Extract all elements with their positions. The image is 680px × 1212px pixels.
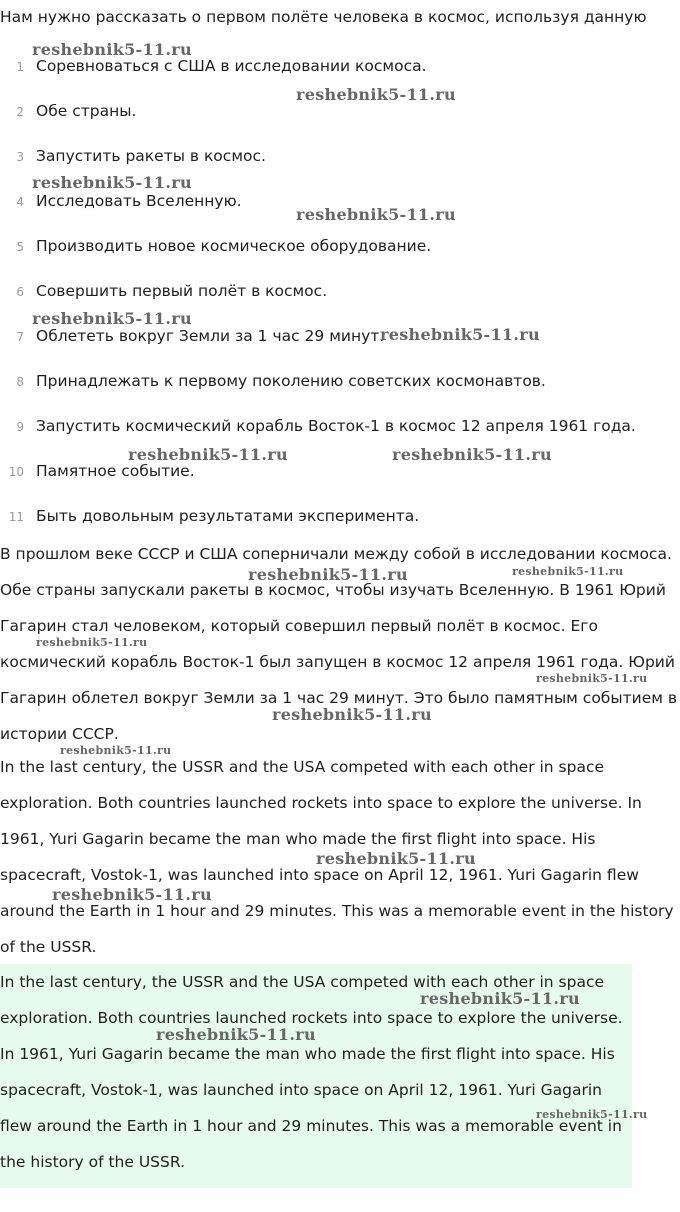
- item-number: 6: [16, 285, 24, 299]
- item-text: Быть довольным результатами эксперимента.: [36, 507, 420, 525]
- list-item: [0, 417, 680, 462]
- intro-text: Нам нужно рассказать о первом полёте человека в космос, используя данную: [0, 8, 647, 26]
- item-text: Облететь вокруг Земли за 1 час 29 минут.: [36, 327, 385, 345]
- item-number: 4: [16, 195, 24, 209]
- item-text: Производить новое космическое оборудование.: [36, 237, 432, 255]
- item-number: 3: [16, 150, 24, 164]
- item-text: Принадлежать к первому поколению советских космонавтов.: [36, 372, 546, 390]
- watermark: reshebnik5-11.ru: [32, 309, 192, 328]
- watermark: reshebnik5-11.ru: [60, 744, 172, 757]
- item-number: 11: [8, 510, 24, 524]
- watermark: reshebnik5-11.ru: [536, 672, 648, 685]
- list-item: [0, 327, 680, 372]
- watermark: reshebnik5-11.ru: [380, 325, 540, 344]
- item-text: Обе страны.: [36, 102, 137, 120]
- english-paragraph: In the last century, the USSR and the USA competed with each other in space exploration. Both countries launched rockets into space to explore the universe. In 1961, Yuri Gagarin became the man who made the first flight into space. His spacecraft, Vostok-1, was launched into space on April 12, 1961. Yuri Gagarin flew around the Earth in 1 hour and 29 minutes. This was a memorable event in the history of the USSR.: [0, 758, 674, 956]
- watermark: reshebnik5-11.ru: [52, 885, 212, 904]
- item-text: Памятное событие.: [36, 462, 195, 480]
- item-text: Запустить космический корабль Восток-1 в космос 12 апреля 1961 года.: [36, 417, 636, 435]
- item-text: Запустить ракеты в космос.: [36, 147, 266, 165]
- watermark: reshebnik5-11.ru: [272, 705, 432, 724]
- item-number: 10: [8, 465, 24, 479]
- watermark: reshebnik5-11.ru: [316, 849, 476, 868]
- list-item: [0, 102, 680, 147]
- watermark: reshebnik5-11.ru: [392, 445, 552, 464]
- watermark: reshebnik5-11.ru: [296, 205, 456, 224]
- watermark: reshebnik5-11.ru: [296, 85, 456, 104]
- item-number: 1: [16, 60, 24, 74]
- item-text: Совершить первый полёт в космос.: [36, 282, 328, 300]
- list-item: [0, 237, 680, 282]
- watermark: reshebnik5-11.ru: [156, 1025, 316, 1044]
- watermark: reshebnik5-11.ru: [32, 173, 192, 192]
- watermark: reshebnik5-11.ru: [32, 40, 192, 59]
- list-item: [0, 372, 680, 417]
- watermark: reshebnik5-11.ru: [248, 565, 408, 584]
- item-text: Исследовать Вселенную.: [36, 192, 242, 210]
- item-text: Соревноваться с США в исследовании космоса.: [36, 57, 427, 75]
- russian-paragraph: В прошлом веке СССР и США соперничали между собой в исследовании космоса. Обе страны запускали ракеты в космос, чтобы изучать Вселенную. В 1961 Юрий Гагарин стал человеком, который совершил первый полёт в космос. Его космический корабль Восток-1 был запущен в космос 12 апреля 1961 года. Юрий Гагарин облетел вокруг Земли за 1 час 29 минут. Это было памятным событием в истории СССР.: [0, 545, 677, 743]
- item-number: 2: [16, 105, 24, 119]
- watermark: reshebnik5-11.ru: [512, 565, 624, 578]
- watermark: reshebnik5-11.ru: [420, 989, 580, 1008]
- item-number: 8: [16, 375, 24, 389]
- list-item: [0, 462, 680, 507]
- item-number: 7: [16, 330, 24, 344]
- item-number: 9: [16, 420, 24, 434]
- phrase-list: [0, 57, 680, 552]
- watermark: reshebnik5-11.ru: [128, 445, 288, 464]
- english-paragraph-highlighted: In the last century, the USSR and the USA competed with each other in space exploration. Both countries launched rockets into space to explore the universe. In 1961, Yuri Gagarin became the man who made the first flight into space. His spacecraft, Vostok-1, was launched into space on April 12, 1961. Yuri Gagarin flew around the Earth in 1 hour and 29 minutes. This was a memorable event in the history of the USSR.: [0, 964, 632, 1188]
- item-number: 5: [16, 240, 24, 254]
- watermark: reshebnik5-11.ru: [536, 1108, 648, 1121]
- watermark: reshebnik5-11.ru: [36, 636, 148, 649]
